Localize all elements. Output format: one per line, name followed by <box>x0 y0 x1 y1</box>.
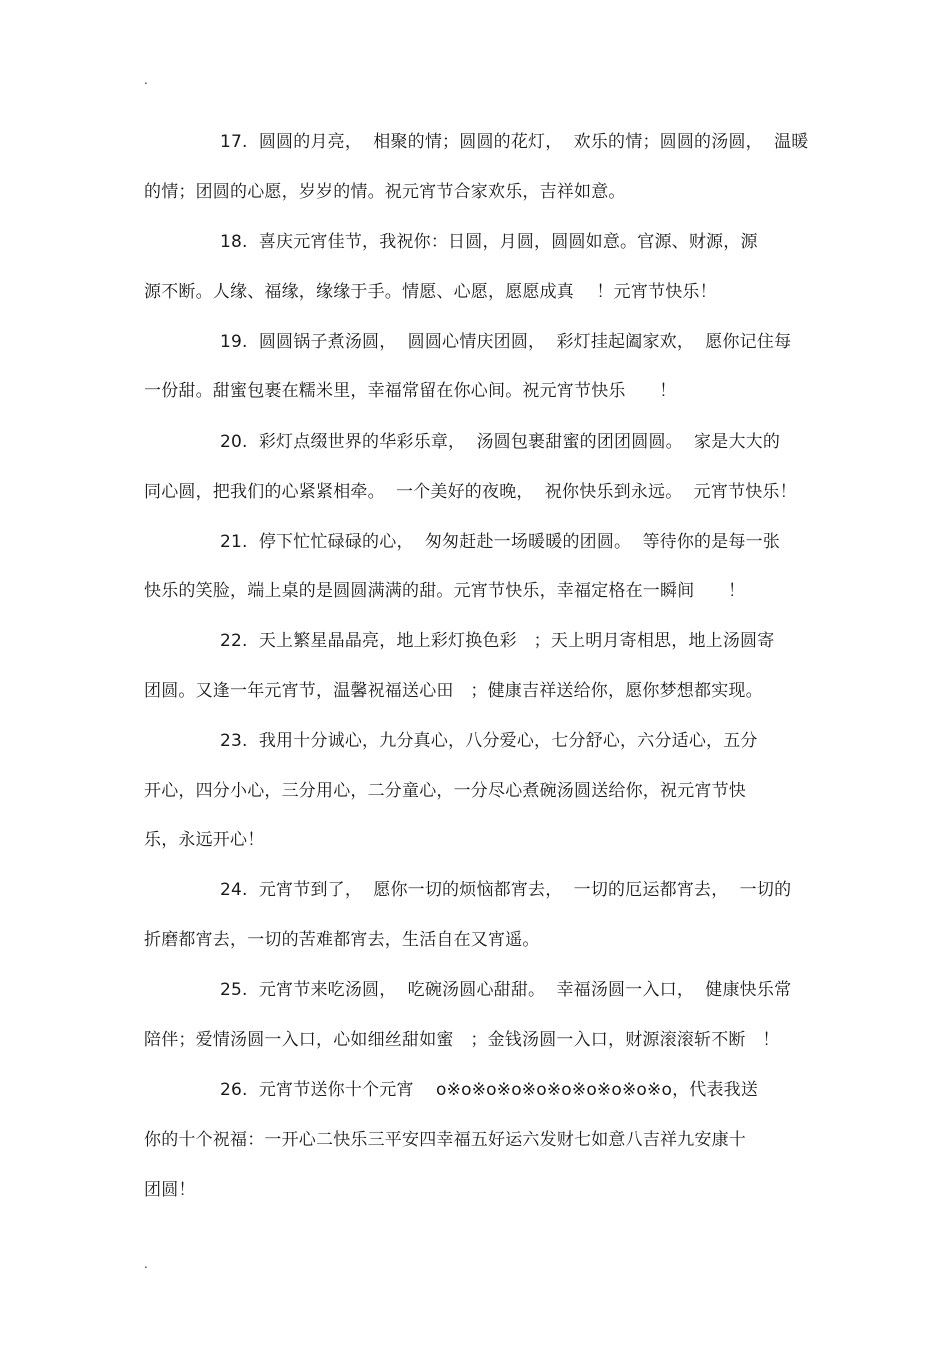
item-23-line-1: 23. 我用十分诚心，九分真心，八分爱心，七分舒心，六分适心，五分 <box>220 731 758 751</box>
item-18-line-2: 源不断。人缘、福缘，缘缘于手。情愿、心愿，愿愿成真 ！元宵节快乐！ <box>144 282 717 302</box>
item-26-line-3: 团圆！ <box>144 1180 196 1200</box>
item-17-line-2: 的情；团圆的心愿，岁岁的情。祝元宵节合家欢乐，吉祥如意。 <box>144 182 626 202</box>
item-20-line-1: 20. 彩灯点缀世界的华彩乐章， 汤圆包裹甜蜜的团团圆圆。 家是大大的 <box>220 432 781 452</box>
item-19-line-2: 一份甜。甜蜜包裹在糯米里，幸福常留在你心间。祝元宵节快乐 ！ <box>144 381 677 401</box>
item-24-line-1: 24. 元宵节到了， 愿你一切的烦恼都宵去， 一切的厄运都宵去， 一切的 <box>220 880 792 900</box>
item-21-line-2: 快乐的笑脸，端上桌的是圆圆满满的甜。元宵节快乐，幸福定格在一瞬间 ！ <box>144 581 746 601</box>
item-26-line-1: 26. 元宵节送你十个元宵 o※o※o※o※o※o※o※o※o※o，代表我送 <box>220 1080 759 1100</box>
item-22-line-1: 22. 天上繁星晶晶亮，地上彩灯换色彩 ；天上明月寄相思，地上汤圆寄 <box>220 631 775 651</box>
item-20-line-2: 同心圆，把我们的心紧紧相牵。 一个美好的夜晚， 祝你快乐到永远。 元宵节快乐！ <box>144 482 797 502</box>
item-17-line-1: 17. 圆圆的月亮， 相聚的情；圆圆的花灯， 欢乐的情；圆圆的汤圆， 温暖 <box>220 132 809 152</box>
item-26-line-2: 你的十个祝福：一开心二快乐三平安四幸福五好运六发财七如意八吉祥九安康十 <box>144 1130 746 1150</box>
item-24-line-2: 折磨都宵去，一切的苦难都宵去，生活自在又宵遥。 <box>144 930 540 950</box>
item-25-line-2: 陪伴；爱情汤圆一入口，心如细丝甜如蜜 ；金钱汤圆一入口，财源滚滚斩不断 ！ <box>144 1030 780 1050</box>
item-22-line-2: 团圆。又逢一年元宵节，温馨祝福送心田 ；健康吉祥送给你，愿你梦想都实现。 <box>144 681 763 701</box>
item-19-line-1: 19. 圆圆锅子煮汤圆， 圆圆心情庆团圆， 彩灯挂起阖家欢， 愿你记住每 <box>220 332 792 352</box>
item-21-line-1: 21. 停下忙忙碌碌的心， 匆匆赶赴一场暖暖的团圆。 等待你的是每一张 <box>220 532 781 552</box>
item-18-line-1: 18. 喜庆元宵佳节，我祝你：日圆，月圆，圆圆如意。官源、财源，源 <box>220 232 758 252</box>
page-top-mark: . <box>144 73 148 87</box>
item-23-line-3: 乐，永远开心！ <box>144 830 265 850</box>
item-23-line-2: 开心，四分小心，三分用心，二分童心，一分尽心煮碗汤圆送给你，祝元宵节快 <box>144 781 746 801</box>
item-25-line-1: 25. 元宵节来吃汤圆， 吃碗汤圆心甜甜。 幸福汤圆一入口， 健康快乐常 <box>220 980 792 1000</box>
page-bottom-mark: . <box>144 1257 148 1271</box>
